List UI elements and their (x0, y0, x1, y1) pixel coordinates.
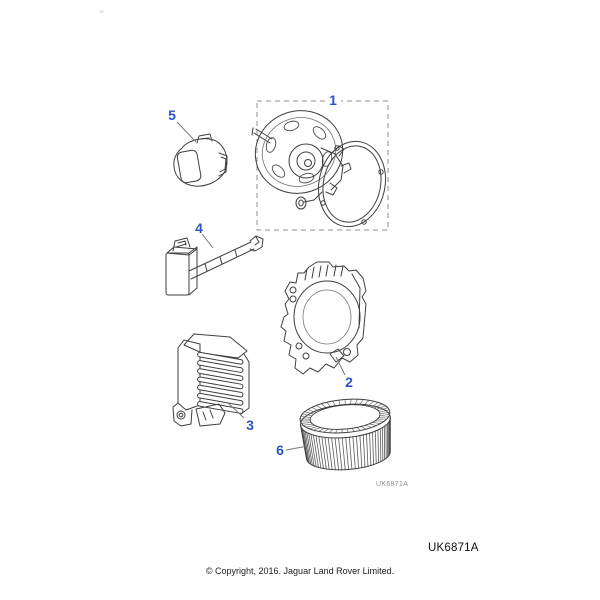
callout-2[interactable]: 2 (345, 374, 353, 390)
artifact-mark (100, 10, 104, 13)
leader-line-5 (177, 122, 196, 142)
callout-4[interactable]: 4 (195, 220, 203, 236)
copyright-notice: © Copyright, 2016. Jaguar Land Rover Limited. (205, 566, 395, 576)
callout-1[interactable]: 1 (325, 93, 341, 107)
part-6-drawing (299, 396, 395, 474)
part-2-drawing (281, 262, 366, 374)
part-4-drawing (166, 236, 263, 295)
callout-5[interactable]: 5 (168, 107, 176, 123)
plate-code-watermark: UK6871A (376, 481, 409, 488)
callout-6[interactable]: 6 (276, 442, 284, 458)
part-5-drawing (174, 134, 227, 186)
leader-line-4 (202, 234, 213, 248)
diagram-reference-code: UK6871A (428, 542, 479, 554)
callout-3[interactable]: 3 (246, 417, 254, 433)
part-1-drawing (244, 98, 394, 232)
